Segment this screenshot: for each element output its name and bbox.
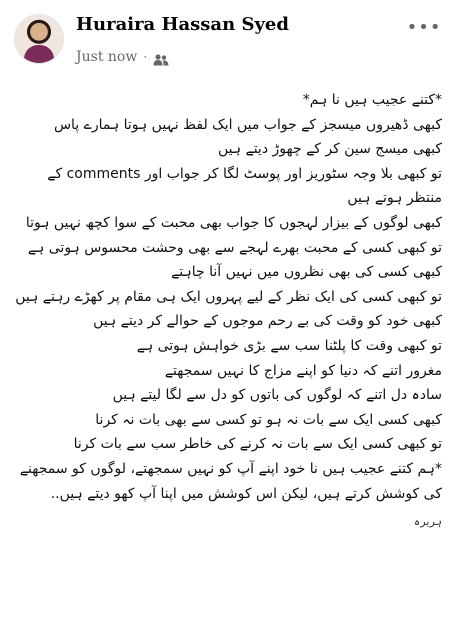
post-line: تو کبھی کسی ایک سے بات نہ کرنے کی خاطر سب سے بات کرنا <box>73 436 442 453</box>
post-line: *ہم کتنے عجیب ہیں نا خود اپنے آپ کو نہیں سمجھتے، لوگوں کو سمجھنے کی کوشش کرتے ہیں، لیکن اس کوشش میں اپنا آپ کھو دیتے ہیں.. <box>19 460 442 502</box>
friends-icon[interactable] <box>153 51 169 63</box>
post-line: کبھی خود کو وقت کی بے رحم موجوں کے حوالے کر دیتے ہیں <box>93 313 442 330</box>
timestamp[interactable]: Just now <box>76 49 138 65</box>
post-header <box>0 0 450 82</box>
post-line: تو کبھی وقت کا پلٹنا سب سے بڑی خواہش ہوتی ہے <box>136 337 442 354</box>
post-line: کبھی کسی کی بھی نظروں میں نہیں آنا چاہتے <box>171 264 442 281</box>
post-line: تو کبھی بلا وجہ سٹوریز اور پوسٹ لگا کر جواب اور comments کے منتظر ہوتے ہیں <box>47 165 442 207</box>
author-name[interactable]: Huraira Hassan Syed <box>76 14 289 35</box>
more-horizontal-icon[interactable]: ••• <box>406 17 442 38</box>
post-line: تو کبھی کسی کے محبت بھرے لہجے سے بھی وحشت محسوس ہوتی ہے <box>27 239 442 256</box>
post-body <box>8 88 442 535</box>
separator: · <box>143 50 148 64</box>
post-line: کبھی کسی ایک سے بات نہ ہو تو کسی سے بھی بات نہ کرنا <box>95 411 442 428</box>
post-line: تو کبھی کسی کی ایک نظر کے لیے پہروں ایک ہی مقام پر کھڑے رہتے ہیں <box>15 288 442 305</box>
post-meta <box>76 49 169 65</box>
post-line: کبھی ڈھیروں میسجز کے جواب میں ایک لفظ نہیں ہوتا ہمارے پاس <box>53 116 442 133</box>
post-line: *کتنے عجیب ہیں نا ہم* <box>302 92 442 108</box>
post-line: سادہ دل اتنے کہ لوگوں کی باتوں کو دل سے لگا لیتے ہیں <box>112 387 442 404</box>
post-line: کبھی میسج سین کر کے چھوڑ دیتے ہیں <box>217 141 442 158</box>
post-signature: ہریرہ <box>413 515 442 529</box>
post-line: مغرور اتنے کہ دنیا کو اپنے مزاج کا نہیں سمجھتے <box>164 362 442 379</box>
post-line: کبھی لوگوں کے بیزار لہجوں کا جواب بھی محبت کے سوا کچھ نہیں ہوتا <box>25 214 442 231</box>
avatar[interactable] <box>14 14 64 64</box>
